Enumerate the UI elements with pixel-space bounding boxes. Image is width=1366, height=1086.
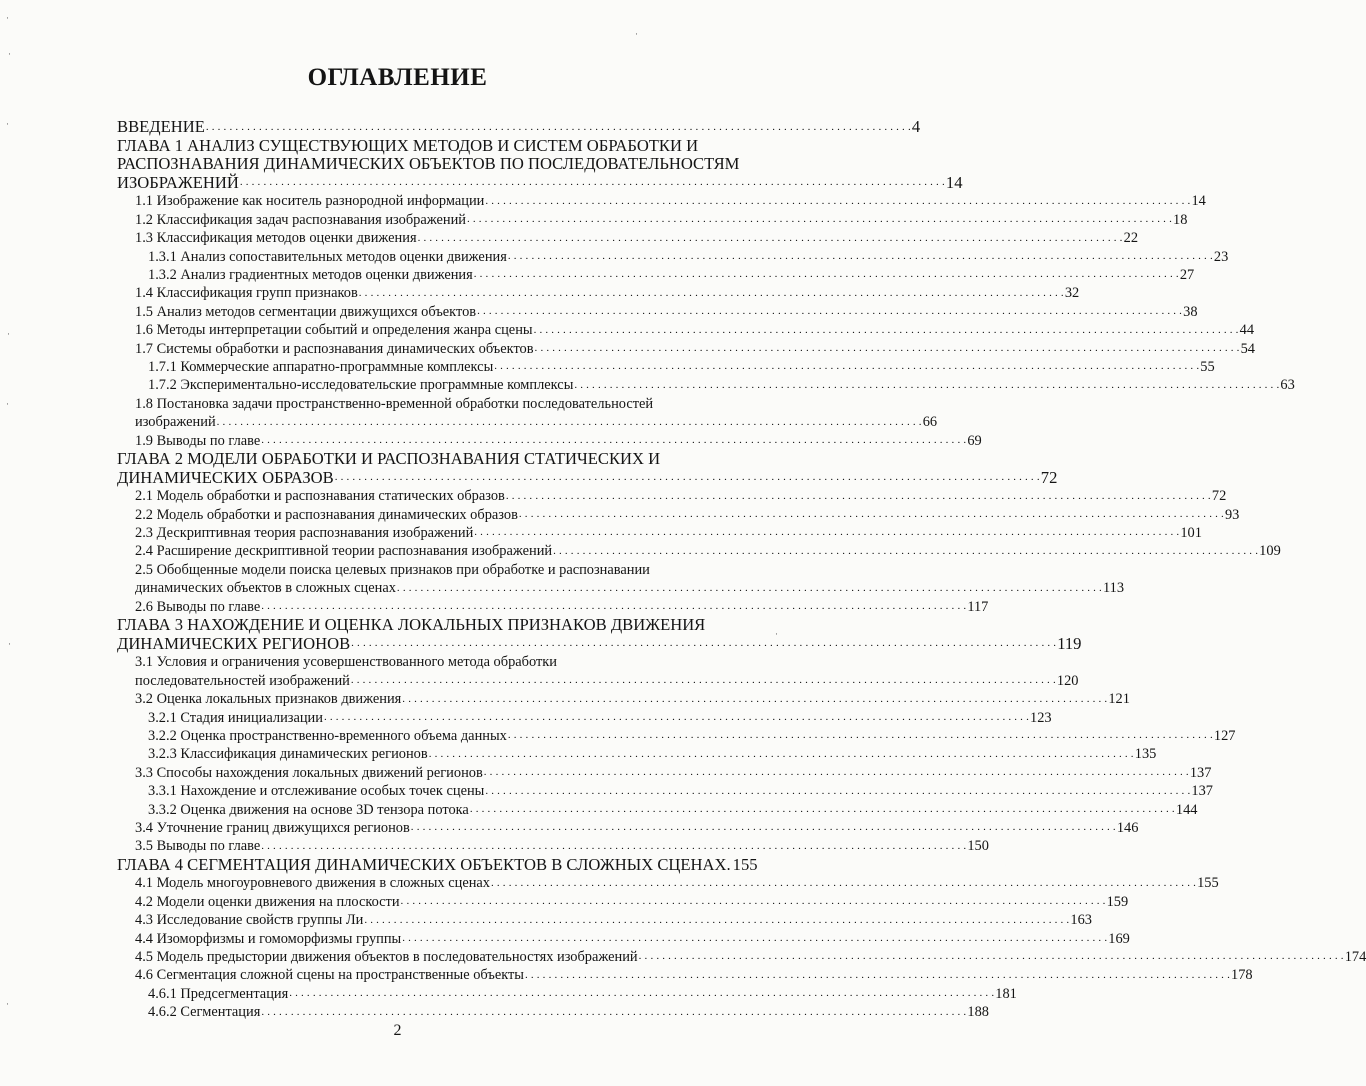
toc-entry-label: 1.4 Классификация групп признаков — [135, 285, 358, 302]
toc-page-number: 174 — [1344, 948, 1366, 965]
dot-leader: . . . . . . . . . . . . . . . . . . . . . . . . . . . . . . . . . . . . . . . . . . . . . . . . . . . . . . . . . . . . . . . . . . . . . . . . . . . . . . . . . . . . . . . . . . . . . . . . . . . . . . . . . . . . . . . . . . . . . . . . — [402, 931, 1108, 944]
dot-leader: . . . . . . . . . . . . . . . . . . . . . . . . . . . . . . . . . . . . . . . . . . . . . . . . . . . . . . . . . . . . . . . . . . . . . . . . . . . . . . . . . . . . . . . . . . . . . . . . . . . . . . . . . . . . . . . . . . . . . . . . — [485, 784, 1191, 797]
dot-leader: . . . . . . . . . . . . . . . . . . . . . . . . . . . . . . . . . . . . . . . . . . . . . . . . . . . . . . . . . . . . . . . . . . . . . . . . . . . . . . . . . . . . . . . . . . . . . . . . . . . . . . . . . . . . . . . . . . . . . . . . — [402, 692, 1108, 705]
toc-page-number: 101 — [1180, 525, 1202, 542]
toc-entry-label: 3.3.2 Оценка движения на основе 3D тензора потока — [148, 801, 469, 818]
dot-leader: . . . . . . . . . . . . . . . . . . . . . . . . . . . . . . . . . . . . . . . . . . . . . . . . . . . . . . . . . . . . . . . . . . . . . . . . . . . . . . . . . . . . . . . . . . . . . . . . . . . . . . . . . . . . . . . . . . . . . . . . — [410, 821, 1116, 834]
toc-entry-label: 1.3.1 Анализ сопоставительных методов оценки движения — [148, 248, 507, 265]
toc-heading-line: ГЛАВА 3 НАХОЖДЕНИЕ И ОЦЕНКА ЛОКАЛЬНЫХ ПРИЗНАКОВ ДВИЖЕНИЯ — [117, 615, 706, 635]
dot-leader: . . . . . . . . . . . . . . . . . . . . . . . . . . . . . . . . . . . . . . . . . . . . . . . . . . . . . . . . . . . . . . . . . . . . . . . . . . . . . . . . . . . . . . . . . . . . . . . . . . . . . . . . . . . . . . . . . . . . . . . . — [261, 600, 967, 613]
toc-page-number: 181 — [995, 985, 1017, 1002]
toc-heading-line: ГЛАВА 2 МОДЕЛИ ОБРАБОТКИ И РАСПОЗНАВАНИЯ СТАТИЧЕСКИХ И — [117, 449, 661, 469]
scan-speck: · — [8, 49, 11, 59]
toc-entry-label: ГЛАВА 4 СЕГМЕНТАЦИЯ ДИНАМИЧЕСКИХ ОБЪЕКТОВ В СЛОЖНЫХ СЦЕНАХ. — [117, 854, 731, 874]
dot-leader: . . . . . . . . . . . . . . . . . . . . . . . . . . . . . . . . . . . . . . . . . . . . . . . . . . . . . . . . . . . . . . . . . . . . . . . . . . . . . . . . . . . . . . . . . . . . . . . . . . . . . . . . . . . . . . . . . . . . . . . . — [485, 194, 1191, 207]
dot-leader: . . . . . . . . . . . . . . . . . . . . . . . . . . . . . . . . . . . . . . . . . . . . . . . . . . . . . . . . . . . . . . . . . . . . . . . . . . . . . . . . . . . . . . . . . . . . . . . . . . . . . . . . . . . . . . . . . . . . . . . . — [205, 120, 911, 133]
toc-page-number: 55 — [1200, 359, 1215, 376]
toc-page-number: 18 — [1173, 211, 1188, 228]
toc-entry[interactable] — [117, 911, 1092, 929]
toc-entry[interactable] — [117, 837, 989, 855]
toc-entry-label: 4.1 Модель многоуровневого движения в сложных сценах — [135, 875, 490, 892]
toc-entry[interactable] — [117, 340, 1255, 358]
dot-leader: . . . . . . . . . . . . . . . . . . . . . . . . . . . . . . . . . . . . . . . . . . . . . . . . . . . . . . . . . . . . . . . . . . . . . . . . . . . . . . . . . . . . . . . . . . . . . . . . . . . . . . . . . . . . . . . . . . . . . . . . — [216, 415, 922, 428]
toc-entry[interactable] — [117, 598, 989, 616]
toc-entry-label: 1.7.2 Экспериментально-исследовательские программные комплексы — [148, 377, 574, 394]
toc-section — [117, 653, 1079, 690]
toc-entry[interactable] — [117, 358, 1215, 376]
dot-leader: . . . . . . . . . . . . . . . . . . . . . . . . . . . . . . . . . . . . . . . . . . . . . . . . . . . . . . . . . . . . . . . . . . . . . . . . . . . . . . . . . . . . . . . . . . . . . . . . . . . . . . . . . . . . . . . . . . . . . . . . — [261, 434, 967, 447]
toc-entry-label: 1.2 Классификация задач распознавания изображений — [135, 211, 466, 228]
toc-entry[interactable] — [117, 782, 1213, 800]
toc-entry-label: 3.2.1 Стадия инициализации — [148, 709, 323, 726]
toc-entry[interactable] — [117, 192, 1206, 210]
toc-entry-label: 4.6.1 Предсегментация — [148, 985, 289, 1002]
toc-entry[interactable] — [117, 874, 1219, 892]
dot-leader: . . . . . . . . . . . . . . . . . . . . . . . . . . . . . . . . . . . . . . . . . . . . . . . . . . . . . . . . . . . . . . . . . . . . . . . . . . . . . . . . . . . . . . . . . . . . . . . . . . . . . . . . . . . . . . . . . . . . . . . . — [477, 305, 1183, 318]
toc-entry[interactable] — [117, 321, 1255, 339]
toc-entry[interactable] — [135, 413, 938, 431]
toc-chapter — [117, 615, 1082, 653]
toc-entry[interactable] — [117, 948, 1366, 966]
toc-heading-line: 2.5 Обобщенные модели поиска целевых признаков при обработке и распознавании — [135, 561, 650, 578]
dot-leader: . . . . . . . . . . . . . . . . . . . . . . . . . . . . . . . . . . . . . . . . . . . . . . . . . . . . . . . . . . . . . . . . . . . . . . . . . . . . . . . . . . . . . . . . . . . . . . . . . . . . . . . . . . . . . . . . . . . . . . . . — [524, 968, 1231, 981]
toc-entry[interactable] — [117, 303, 1198, 321]
scan-speck: · — [6, 399, 9, 409]
toc-page-number: 4 — [911, 117, 921, 136]
toc-page-number: 44 — [1239, 322, 1255, 339]
toc-heading-line: 1.8 Постановка задачи пространственно-временной обработки последовательностей — [135, 395, 654, 412]
scan-speck: · — [6, 119, 9, 129]
toc-chapter — [117, 449, 1058, 487]
dot-leader: . . . . . . . . . . . . . . . . . . . . . . . . . . . . . . . . . . . . . . . . . . . . . . . . . . . . . . . . . . . . . . . . . . . . . . . . . . . . . . . . . . . . . . . . . . . . . . . . . . . . . . . . . . . . . . . . . . . . . . . . — [350, 674, 1056, 687]
dot-leader: . . . . . . . . . . . . . . . . . . . . . . . . . . . . . . . . . . . . . . . . . . . . . . . . . . . . . . . . . . . . . . . . . . . . . . . . . . . . . . . . . . . . . . . . . . . . . . . . . . . . . . . . . . . . . . . . . . . . . . . . — [261, 1005, 967, 1018]
dot-leader: . . . . . . . . . . . . . . . . . . . . . . . . . . . . . . . . . . . . . . . . . . . . . . . . . . . . . . . . . . . . . . . . . . . . . . . . . . . . . . . . . . . . . . . . . . . . . . . . . . . . . . . . . . . . . . . . . . . . . . . . — [261, 839, 967, 852]
toc-entry-label: 1.7.1 Коммерческие аппаратно-программные комплексы — [148, 359, 494, 376]
scan-speck: · — [6, 13, 9, 23]
dot-leader: . . . . . . . . . . . . . . . . . . . . . . . . . . . . . . . . . . . . . . . . . . . . . . . . . . . . . . . . . . . . . . . . . . . . . . . . . . . . . . . . . . . . . . . . . . . . . . . . . . . . . . . . . . . . . . . . . . . . . . . . — [428, 747, 1134, 760]
page-number: 2 — [393, 1022, 402, 1039]
dot-leader: . . . . . . . . . . . . . . . . . . . . . . . . . . . . . . . . . . . . . . . . . . . . . . . . . . . . . . . . . . . . . . . . . . . . . . . . . . . . . . . . . . . . . . . . . . . . . . . . . . . . . . . . . . . . . . . . . . . . . . . . — [417, 231, 1123, 244]
toc-page-number: 123 — [1030, 709, 1052, 726]
toc-page-number: 32 — [1064, 285, 1080, 302]
scan-speck: · — [6, 999, 9, 1009]
toc-entry[interactable] — [117, 727, 1236, 745]
toc-entry[interactable] — [117, 172, 963, 193]
toc-entry-label: 4.5 Модель предыстории движения объектов в последовательностях изображений — [135, 948, 638, 965]
toc-entry-label: 1.3.2 Анализ градиентных методов оценки движения — [148, 267, 473, 283]
toc-entry[interactable] — [117, 819, 1139, 837]
toc-entry[interactable] — [117, 690, 1130, 708]
toc-entry[interactable] — [117, 854, 758, 875]
toc-entry-label: ВВЕДЕНИЕ — [117, 117, 205, 136]
toc-entry[interactable] — [117, 1003, 989, 1021]
toc-entry-label: 3.2.3 Классификация динамических регионов — [148, 746, 428, 763]
toc-page-number: 163 — [1070, 912, 1092, 929]
dot-leader: . . . . . . . . . . . . . . . . . . . . . . . . . . . . . . . . . . . . . . . . . . . . . . . . . . . . . . . . . . . . . . . . . . . . . . . . . . . . . . . . . . . . . . . . . . . . . . . . . . . . . . . . . . . . . . . . . . . . . . . . — [507, 729, 1213, 742]
toc-entry[interactable] — [117, 801, 1198, 819]
toc-section — [117, 395, 938, 432]
dot-leader: . . . . . . . . . . . . . . . . . . . . . . . . . . . . . . . . . . . . . . . . . . . . . . . . . . . . . . . . . . . . . . . . . . . . . . . . . . . . . . . . . . . . . . . . . . . . . . . . . . . . . . . . . . . . . . . . . . . . . . . . — [505, 489, 1211, 502]
dot-leader: . . . . . . . . . . . . . . . . . . . . . . . . . . . . . . . . . . . . . . . . . . . . . . . . . . . . . . . . . . . . . . . . . . . . . . . . . . . . . . . . . . . . . . . . . . . . . . . . . . . . . . . . . . . . . . . . . . . . . . . . — [518, 508, 1224, 521]
toc-chapter — [117, 135, 963, 193]
toc-entry-label: 4.4 Изоморфизмы и гомоморфизмы группы — [135, 930, 402, 947]
toc-page-number: 135 — [1134, 746, 1157, 763]
toc-page-number: 127 — [1213, 727, 1236, 744]
dot-leader: . . . . . . . . . . . . . . . . . . . . . . . . . . . . . . . . . . . . . . . . . . . . . . . . . . . . . . . . . . . . . . . . . . . . . . . . . . . . . . . . . . . . . . . . . . . . . . . . . . . . . . . . . . . . . . . . . . . . . . . . — [323, 710, 1030, 723]
toc-heading-line: РАСПОЗНАВАНИЯ ДИНАМИЧЕСКИХ ОБЪЕКТОВ ПО ПОСЛЕДОВАТЕЛЬНОСТЯМ — [117, 154, 740, 174]
toc-entry-label: 3.5 Выводы по главе — [135, 838, 261, 855]
dot-leader: . . . . . . . . . . . . . . . . . . . . . . . . . . . . . . . . . . . . . . . . . . . . . . . . . . . . . . . . . . . . . . . . . . . . . . . . . . . . . . . . . . . . . . . . . . . . . . . . . . . . . . . . . . . . . . . . . . . . . . . . — [239, 176, 945, 189]
toc-entry-label: 4.6.2 Сегментация — [148, 1004, 261, 1021]
toc-page-number: 137 — [1189, 764, 1212, 781]
dot-leader: . . . . . . . . . . . . . . . . . . . . . . . . . . . . . . . . . . . . . . . . . . . . . . . . . . . . . . . . . . . . . . . . . . . . . . . . . . . . . . . . . . . . . . . . . . . . . . . . . . . . . . . . . . . . . . . . . . . . . . . . — [574, 378, 1280, 391]
toc-entry[interactable] — [117, 709, 1052, 727]
toc-entry[interactable] — [117, 542, 1281, 560]
toc-entry-label: 1.5 Анализ методов сегментации движущихся объектов — [135, 303, 477, 320]
toc-page-number: 150 — [967, 838, 989, 855]
dot-leader: . . . . . . . . . . . . . . . . . . . . . . . . . . . . . . . . . . . . . . . . . . . . . . . . . . . . . . . . . . . . . . . . . . . . . . . . . . . . . . . . . . . . . . . . . . . . . . . . . . . . . . . . . . . . . . . . . . . . . . . . — [474, 526, 1180, 539]
toc-page-number: 121 — [1108, 691, 1130, 708]
toc-entry-label: 2.3 Дескриптивная теория распознавания изображений — [135, 525, 474, 542]
toc-heading-line: 3.1 Условия и ограничения усовершенствованного метода обработки — [135, 654, 557, 671]
dot-leader: . . . . . . . . . . . . . . . . . . . . . . . . . . . . . . . . . . . . . . . . . . . . . . . . . . . . . . . . . . . . . . . . . . . . . . . . . . . . . . . . . . . . . . . . . . . . . . . . . . . . . . . . . . . . . . . . . . . . . . . . — [494, 360, 1200, 373]
toc-page-number: 27 — [1179, 267, 1195, 283]
toc-page-number: 144 — [1175, 801, 1198, 818]
toc-entry[interactable] — [135, 672, 1079, 690]
dot-leader: . . . . . . . . . . . . . . . . . . . . . . . . . . . . . . . . . . . . . . . . . . . . . . . . . . . . . . . . . . . . . . . . . . . . . . . . . . . . . . . . . . . . . . . . . . . . . . . . . . . . . . . . . . . . . . . . . . . . . . . . — [533, 323, 1239, 336]
dot-leader: . . . . . . . . . . . . . . . . . . . . . . . . . . . . . . . . . . . . . . . . . . . . . . . . . . . . . . . . . . . . . . . . . . . . . . . . . . . . . . . . . . . . . . . . . . . . . . . . . . . . . . . . . . . . . . . . . . . . . . . . — [553, 544, 1259, 557]
toc-page-number: 119 — [1057, 633, 1082, 653]
toc-entry-label: 1.1 Изображение как носитель разнородной информации — [135, 193, 485, 210]
scan-speck: · — [8, 639, 11, 649]
toc-page-number: 113 — [1102, 580, 1125, 597]
toc-entry-label: 2.4 Расширение дескриптивной теории распознавания изображений — [135, 543, 553, 560]
toc-entry[interactable] — [117, 248, 1229, 266]
toc-heading-line: ГЛАВА 1 АНАЛИЗ СУЩЕСТВУЮЩИХ МЕТОДОВ И СИСТЕМ ОБРАБОТКИ И — [117, 135, 699, 155]
toc-entry[interactable] — [117, 211, 1188, 229]
toc-page-number: 120 — [1056, 672, 1079, 689]
toc-entry-label: 1.6 Методы интерпретации событий и определения жанра сцены — [135, 322, 533, 339]
toc-page-number: 63 — [1280, 377, 1295, 394]
toc-page-number: 72 — [1040, 467, 1058, 487]
toc-entry-label: ДИНАМИЧЕСКИХ РЕГИОНОВ — [117, 633, 351, 653]
scan-speck: · — [7, 329, 10, 339]
toc-section — [117, 561, 1125, 598]
scan-speck: · — [635, 29, 638, 39]
toc-entry-label: 3.3 Способы нахождения локальных движений регионов — [135, 764, 483, 781]
toc-page-number: 69 — [967, 432, 982, 449]
dot-leader: . . . . . . . . . . . . . . . . . . . . . . . . . . . . . . . . . . . . . . . . . . . . . . . . . . . . . . . . . . . . . . . . . . . . . . . . . . . . . . . . . . . . . . . . . . . . . . . . . . . . . . . . . . . . . . . . . . . . . . . . — [334, 471, 1040, 484]
dot-leader: . . . . . . . . . . . . . . . . . . . . . . . . . . . . . . . . . . . . . . . . . . . . . . . . . . . . . . . . . . . . . . . . . . . . . . . . . . . . . . . . . . . . . . . . . . . . . . . . . . . . . . . . . . . . . . . . . . . . . . . . — [364, 913, 1070, 926]
toc-entry[interactable] — [117, 487, 1227, 505]
toc-entry[interactable] — [117, 432, 982, 450]
toc-entry-label: 2.6 Выводы по главе — [135, 598, 261, 615]
toc-page-number: 14 — [945, 172, 963, 192]
dot-leader: . . . . . . . . . . . . . . . . . . . . . . . . . . . . . . . . . . . . . . . . . . . . . . . . . . . . . . . . . . . . . . . . . . . . . . . . . . . . . . . . . . . . . . . . . . . . . . . . . . . . . . . . . . . . . . . . . . . . . . . . — [469, 802, 1175, 815]
toc-entry-label: 1.3 Классификация методов оценки движения — [135, 230, 417, 247]
table-of-contents — [117, 117, 1366, 1022]
toc-entry[interactable] — [117, 524, 1202, 542]
toc-entry[interactable] — [117, 284, 1080, 302]
toc-entry[interactable] — [135, 579, 1125, 597]
toc-entry[interactable] — [117, 966, 1253, 984]
dot-leader: . . . . . . . . . . . . . . . . . . . . . . . . . . . . . . . . . . . . . . . . . . . . . . . . . . . . . . . . . . . . . . . . . . . . . . . . . . . . . . . . . . . . . . . . . . . . . . . . . . . . . . . . . . . . . . . . . . . . . . . . — [638, 950, 1344, 963]
toc-page-number: 178 — [1231, 967, 1253, 984]
toc-page-number: 137 — [1191, 783, 1213, 800]
toc-page-number: 14 — [1191, 193, 1206, 210]
dot-leader: . . . . . . . . . . . . . . . . . . . . . . . . . . . . . . . . . . . . . . . . . . . . . . . . . . . . . . . . . . . . . . . . . . . . . . . . . . . . . . . . . . . . . . . . . . . . . . . . . . . . . . . . . . . . . . . . . . . . . . . . — [358, 286, 1064, 299]
toc-entry-label: изображений — [135, 414, 216, 431]
toc-entry-label: 4.6 Сегментация сложной сцены на пространственные объекты — [135, 967, 524, 984]
toc-entry-label: последовательностей изображений — [135, 672, 350, 689]
dot-leader: . . . . . . . . . . . . . . . . . . . . . . . . . . . . . . . . . . . . . . . . . . . . . . . . . . . . . . . . . . . . . . . . . . . . . . . . . . . . . . . . . . . . . . . . . . . . . . . . . . . . . . . . . . . . . . . . . . . . . . . . — [491, 876, 1197, 889]
toc-page-number: 72 — [1211, 488, 1227, 505]
toc-entry[interactable] — [117, 467, 1058, 488]
toc-page-number: 109 — [1259, 543, 1281, 560]
dot-leader: . . . . . . . . . . . . . . . . . . . . . . . . . . . . . . . . . . . . . . . . . . . . . . . . . . . . . . . . . . . . . . . . . . . . . . . . . . . . . . . . . . . . . . . . . . . . . . . . . . . . . . . . . . . . . . . . . . . . . . . . — [351, 637, 1057, 650]
dot-leader: . . . . . . . . . . . . . . . . . . . . . . . . . . . . . . . . . . . . . . . . . . . . . . . . . . . . . . . . . . . . . . . . . . . . . . . . . . . . . . . . . . . . . . . . . . . . . . . . . . . . . . . . . . . . . . . . . . . . . . . . — [396, 581, 1102, 594]
toc-entry-label: ИЗОБРАЖЕНИЙ — [117, 172, 239, 192]
dot-leader: . . . . . . . . . . . . . . . . . . . . . . . . . . . . . . . . . . . . . . . . . . . . . . . . . . . . . . . . . . . . . . . . . . . . . . . . . . . . . . . . . . . . . . . . . . . . . . . . . . . . . . . . . . . . . . . . . . . . . . . . — [534, 342, 1240, 355]
toc-page-number: 155 — [1197, 875, 1219, 892]
dot-leader: . . . . . . . . . . . . . . . . . . . . . . . . . . . . . . . . . . . . . . . . . . . . . . . . . . . . . . . . . . . . . . . . . . . . . . . . . . . . . . . . . . . . . . . . . . . . . . . . . . . . . . . . . . . . . . . . . . . . . . . . — [507, 250, 1213, 262]
toc-entry-label: 1.7 Системы обработки и распознавания динамических объектов — [135, 340, 534, 357]
toc-page-number: 22 — [1123, 230, 1139, 247]
toc-entry[interactable] — [117, 893, 1129, 911]
toc-entry-label: 3.2.2 Оценка пространственно-временного объема данных — [148, 727, 507, 744]
toc-page-number: 188 — [967, 1004, 989, 1021]
toc-entry-label: 4.2 Модели оценки движения на плоскости — [135, 893, 400, 910]
toc-page-number: 66 — [922, 414, 938, 431]
toc-entry-label: 2.2 Модель обработки и распознавания динамических образов — [135, 506, 518, 523]
toc-entry-label: 3.3.1 Нахождение и отслеживание особых точек сцены — [148, 783, 485, 800]
toc-page-number: 159 — [1106, 893, 1129, 910]
toc-entry[interactable] — [117, 764, 1212, 782]
page-title: ОГЛАВЛЕНИЕ — [307, 64, 488, 91]
toc-entry-label: 1.9 Выводы по главе — [135, 432, 261, 449]
toc-entry-label: 3.4 Уточнение границ движущихся регионов — [135, 819, 410, 836]
toc-entry[interactable] — [117, 117, 921, 137]
toc-entry[interactable] — [117, 745, 1157, 763]
dot-leader: . . . . . . . . . . . . . . . . . . . . . . . . . . . . . . . . . . . . . . . . . . . . . . . . . . . . . . . . . . . . . . . . . . . . . . . . . . . . . . . . . . . . . . . . . . . . . . . . . . . . . . . . . . . . . . . . . . . . . . . . — [473, 268, 1179, 281]
dot-leader: . . . . . . . . . . . . . . . . . . . . . . . . . . . . . . . . . . . . . . . . . . . . . . . . . . . . . . . . . . . . . . . . . . . . . . . . . . . . . . . . . . . . . . . . . . . . . . . . . . . . . . . . . . . . . . . . . . . . . . . . — [483, 766, 1189, 779]
toc-entry[interactable] — [117, 985, 1017, 1003]
toc-entry-label: ДИНАМИЧЕСКИХ ОБРАЗОВ — [117, 467, 334, 487]
toc-entry[interactable] — [117, 930, 1130, 948]
toc-entry[interactable] — [117, 633, 1082, 654]
toc-entry-label: 4.3 Исследование свойств группы Ли — [135, 912, 364, 929]
toc-entry[interactable] — [117, 376, 1295, 394]
dot-leader: . . . . . . . . . . . . . . . . . . . . . . . . . . . . . . . . . . . . . . . . . . . . . . . . . . . . . . . . . . . . . . . . . . . . . . . . . . . . . . . . . . . . . . . . . . . . . . . . . . . . . . . . . . . . . . . . . . . . . . . . — [466, 213, 1173, 226]
toc-entry-label: 2.1 Модель обработки и распознавания статических образов — [135, 488, 505, 505]
toc-entry[interactable] — [117, 506, 1240, 524]
toc-page-number: 38 — [1183, 303, 1198, 320]
toc-entry[interactable] — [117, 229, 1139, 247]
toc-page-number: 169 — [1108, 930, 1130, 947]
toc-page-number: 117 — [967, 598, 989, 615]
toc-entry-label: 3.2 Оценка локальных признаков движения — [135, 691, 402, 708]
scan-speck: · — [775, 629, 778, 639]
toc-entry-label: динамических объектов в сложных сценах — [135, 580, 396, 597]
toc-page-number: 93 — [1224, 506, 1240, 523]
toc-entry[interactable] — [117, 266, 1195, 284]
toc-page-number: 146 — [1116, 819, 1139, 836]
toc-page-number: 54 — [1240, 340, 1255, 357]
dot-leader: . . . . . . . . . . . . . . . . . . . . . . . . . . . . . . . . . . . . . . . . . . . . . . . . . . . . . . . . . . . . . . . . . . . . . . . . . . . . . . . . . . . . . . . . . . . . . . . . . . . . . . . . . . . . . . . . . . . . . . . . — [400, 895, 1106, 908]
toc-page-number: 23 — [1213, 248, 1229, 265]
toc-page-number: 155 — [732, 854, 758, 874]
dot-leader: . . . . . . . . . . . . . . . . . . . . . . . . . . . . . . . . . . . . . . . . . . . . . . . . . . . . . . . . . . . . . . . . . . . . . . . . . . . . . . . . . . . . . . . . . . . . . . . . . . . . . . . . . . . . . . . . . . . . . . . . — [289, 987, 995, 1000]
